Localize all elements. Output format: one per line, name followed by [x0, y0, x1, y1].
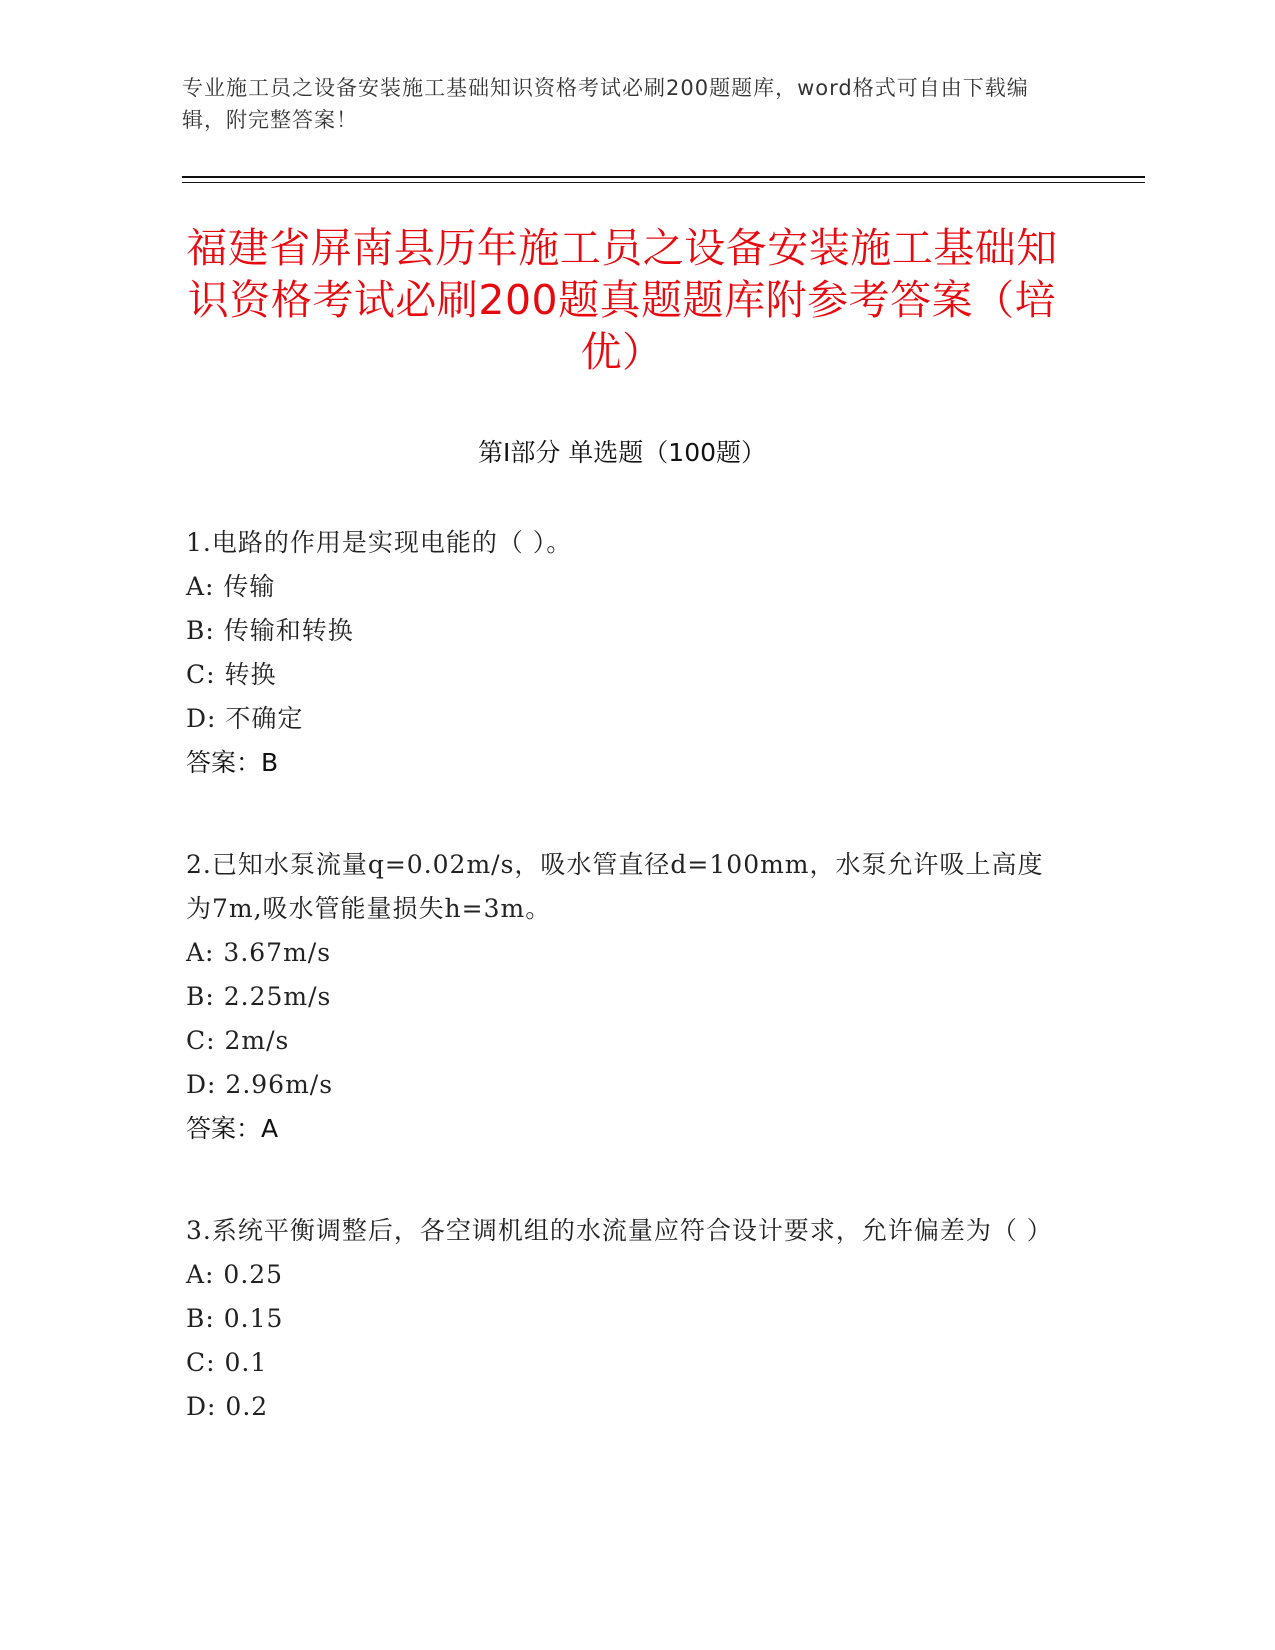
header-divider-thick	[182, 176, 1145, 178]
option-b: B: 传输和转换	[186, 616, 354, 645]
document-title: 福建省屏南县历年施工员之设备安装施工基础知识资格考试必刷200题真题题库附参考答案（培优）	[186, 224, 1058, 376]
section-heading: 第I部分 单选题（100题）	[477, 438, 767, 467]
answer-line: 答案：B	[186, 748, 279, 777]
option-d: D: 2.96m/s	[186, 1070, 334, 1099]
question-stem: 2.已知水泵流量q=0.02m/s，吸水管直径d=100mm，水泵允许吸上高度为7m,吸水管能量损失h=3m。	[186, 850, 1044, 923]
option-a: A: 3.67m/s	[186, 938, 332, 967]
question-stem: 1.电路的作用是实现电能的（ ）。	[186, 528, 573, 557]
header-divider-thin	[182, 182, 1145, 183]
option-c: C: 转换	[186, 660, 277, 689]
question-3	[186, 1209, 1066, 1429]
option-c: C: 2m/s	[186, 1026, 290, 1055]
question-1	[186, 521, 1066, 785]
answer-line: 答案：A	[186, 1114, 279, 1143]
option-d: D: 0.2	[186, 1392, 269, 1421]
question-list	[186, 521, 1066, 1429]
header-note: 专业施工员之设备安装施工基础知识资格考试必刷200题题库，word格式可自由下载编辑，附完整答案！	[182, 76, 1029, 132]
option-b: B: 0.15	[186, 1304, 284, 1333]
option-a: A: 传输	[186, 572, 276, 601]
option-b: B: 2.25m/s	[186, 982, 332, 1011]
option-d: D: 不确定	[186, 704, 304, 733]
option-a: A: 0.25	[186, 1260, 284, 1289]
question-stem: 3.系统平衡调整后，各空调机组的水流量应符合设计要求，允许偏差为（ ）	[186, 1216, 1053, 1245]
option-c: C: 0.1	[186, 1348, 268, 1377]
question-2	[186, 843, 1066, 1151]
